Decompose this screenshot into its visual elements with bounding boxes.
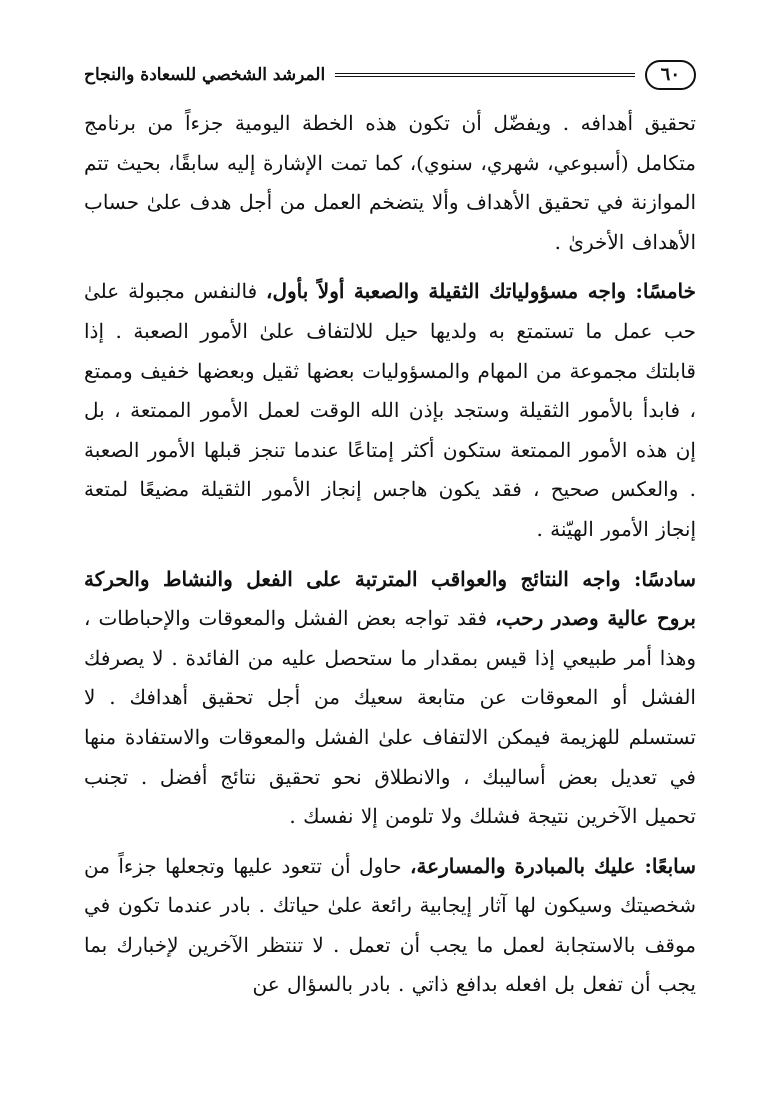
running-title: المرشد الشخصي للسعادة والنجاح xyxy=(84,65,326,85)
paragraph-continuation xyxy=(84,104,696,262)
paragraph-fifth-point xyxy=(84,272,696,549)
paragraph-seventh-point xyxy=(84,847,696,1005)
paragraph-text: حاول أن تتعود عليها وتجعلها جزءاً من شخصيتك وسيكون لها آثار إيجابية رائعة علىٰ حياتك . بادر عندما تكون في موقف بالاستجابة لعمل ما يجب أن تعمل . لا تنتظر الآخرين لإخبارك بما يجب أن تفعل بل افعله بدافع ذاتي . بادر بالسؤال عن xyxy=(84,853,696,997)
paragraph-lead: سابعًا: عليك بالمبادرة والمسارعة، xyxy=(409,853,697,878)
page-body xyxy=(84,104,696,1005)
paragraph-sixth-point xyxy=(84,560,696,837)
paragraph-text: فقد تواجه بعض الفشل والمعوقات والإحباطات ، وهذا أمر طبيعي إذا قيس بمقدار ما ستحصل عليه من الفائدة . لا يصرفك الفشل أو المعوقات عن متابعة سعيك من أجل تحقيق أهدافك . لا تستسلم للهزيمة فيمكن الالتفاف علىٰ الفشل والمعوقات والاستفادة منها في تعديل بعض أساليبك ، والانطلاق نحو تحقيق نتائج أفضل . تجنب تحميل الآخرين نتيجة فشلك ولا تلومن إلا نفسك . xyxy=(84,606,696,829)
paragraph-text: فالنفس مجبولة علىٰ حب عمل ما تستمتع به ولديها حيل للالتفاف علىٰ الأمور الصعبة . إذا قابلتك مجموعة من المهام والمسؤوليات بعضها ثقيل وبعضها خفيف وممتع ، فابدأ بالأمور الثقيلة وستجد بإذن الله الوقت لعمل الأمور الممتعة ، بل إن هذه الأمور الممتعة ستكون أكثر إمتاعًا عندما تنجز قبلها الأمور الصعبة . والعكس صحيح ، فقد يكون هاجس إنجاز الأمور الثقيلة مضيعًا لمتعة إنجاز الأمور الهيّنة . xyxy=(84,279,696,541)
header-rule xyxy=(335,73,634,77)
page-number: ٦٠ xyxy=(645,60,696,90)
paragraph-text: تحقيق أهدافه . ويفضّل أن تكون هذه الخطة اليومية جزءاً من برنامج متكامل (أسبوعي، شهري، سنوي)، كما تمت الإشارة إليه سابقًا، بحيث تتم الموازنة في تحقيق الأهداف وألا يتضخم العمل من أجل هدف علىٰ حساب الأهداف الأخرىٰ . xyxy=(84,111,696,254)
paragraph-lead: خامسًا: واجه مسؤولياتك الثقيلة والصعبة أولاً بأول، xyxy=(266,279,696,304)
paragraph-lead: سادسًا: واجه النتائج والعواقب المترتبة على الفعل والنشاط والحركة بروح عالية وصدر رحب، xyxy=(84,566,697,631)
page-header xyxy=(84,58,696,92)
